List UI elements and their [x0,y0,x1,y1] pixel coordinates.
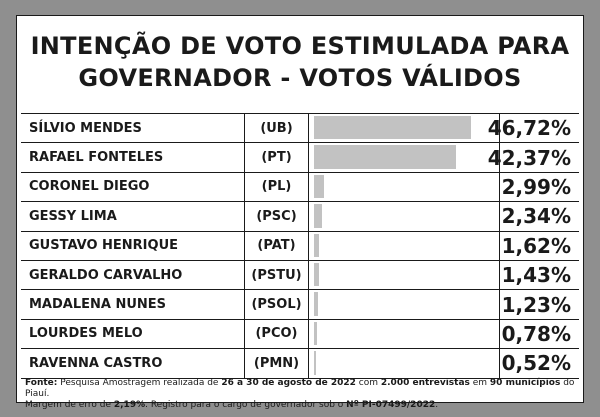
party-label: (PMN) [245,349,309,377]
source-line-2 [25,400,577,411]
bar [314,292,318,315]
candidate-name: RAFAEL FONTELES [21,143,245,171]
source-municipalities: 90 municípios [489,378,561,388]
source-label: Fonte: [25,378,58,388]
party-label: (PSC) [245,202,309,230]
bar [314,116,471,139]
candidate-name: LOURDES MELO [21,320,245,348]
poll-panel [16,15,584,410]
title-line-2: GOVERNADOR - VOTOS VÁLIDOS [78,64,522,92]
source-text: . Registro para o cargo de governador sob o [145,400,347,410]
table-row [21,114,579,143]
bar-cell [309,320,499,348]
bar-cell [309,349,499,377]
results-table [21,113,579,379]
bar [314,322,317,345]
table-row [21,143,579,172]
source-note [25,378,577,411]
source-text: em [469,378,490,388]
candidate-name: GERALDO CARVALHO [21,261,245,289]
bar [314,175,324,198]
bar [314,263,319,286]
source-text: do Piauí. [25,378,575,399]
value-label: 1,23% [499,290,579,318]
bar [314,204,322,227]
candidate-name: SÍLVIO MENDES [21,114,245,142]
party-label: (PSTU) [245,261,309,289]
source-registration: Nº PI-07499/2022 [346,400,436,410]
bar [314,145,456,168]
candidate-name: RAVENNA CASTRO [21,349,245,377]
party-label: (PSOL) [245,290,309,318]
value-label: 1,43% [499,261,579,289]
party-label: (UB) [245,114,309,142]
source-line-1 [25,378,577,400]
source-text: Pesquisa Amostragem realizada de [57,378,222,388]
candidate-name: GUSTAVO HENRIQUE [21,232,245,260]
table-row [21,320,579,349]
value-label: 1,62% [499,232,579,260]
title-line-1: INTENÇÃO DE VOTO ESTIMULADA PARA [30,32,570,60]
value-label: 2,34% [499,202,579,230]
table-row [21,261,579,290]
value-label: 46,72% [499,114,579,142]
candidate-name: MADALENA NUNES [21,290,245,318]
value-label: 2,99% [499,173,579,201]
chart-title [17,16,583,108]
bar-cell [309,114,499,142]
bar [314,234,319,257]
table-row [21,349,579,378]
value-label: 0,52% [499,349,579,377]
value-label: 42,37% [499,143,579,171]
table-row [21,173,579,202]
bar-cell [309,202,499,230]
bar [314,351,316,374]
source-interviews: 2.000 entrevistas [380,378,470,388]
table-row [21,232,579,261]
bar-cell [309,261,499,289]
source-text: Margem de erro de [25,400,114,410]
party-label: (PT) [245,143,309,171]
source-text: com [355,378,381,388]
table-row [21,202,579,231]
party-label: (PAT) [245,232,309,260]
candidate-name: GESSY LIMA [21,202,245,230]
party-label: (PCO) [245,320,309,348]
bar-cell [309,173,499,201]
bar-cell [309,290,499,318]
source-margin: 2,19% [113,400,146,410]
source-dates: 26 a 30 de agosto de 2022 [221,378,356,388]
table-row [21,290,579,319]
party-label: (PL) [245,173,309,201]
candidate-name: CORONEL DIEGO [21,173,245,201]
value-label: 0,78% [499,320,579,348]
source-text: . [435,400,439,410]
bar-cell [309,232,499,260]
bar-cell [309,143,499,171]
